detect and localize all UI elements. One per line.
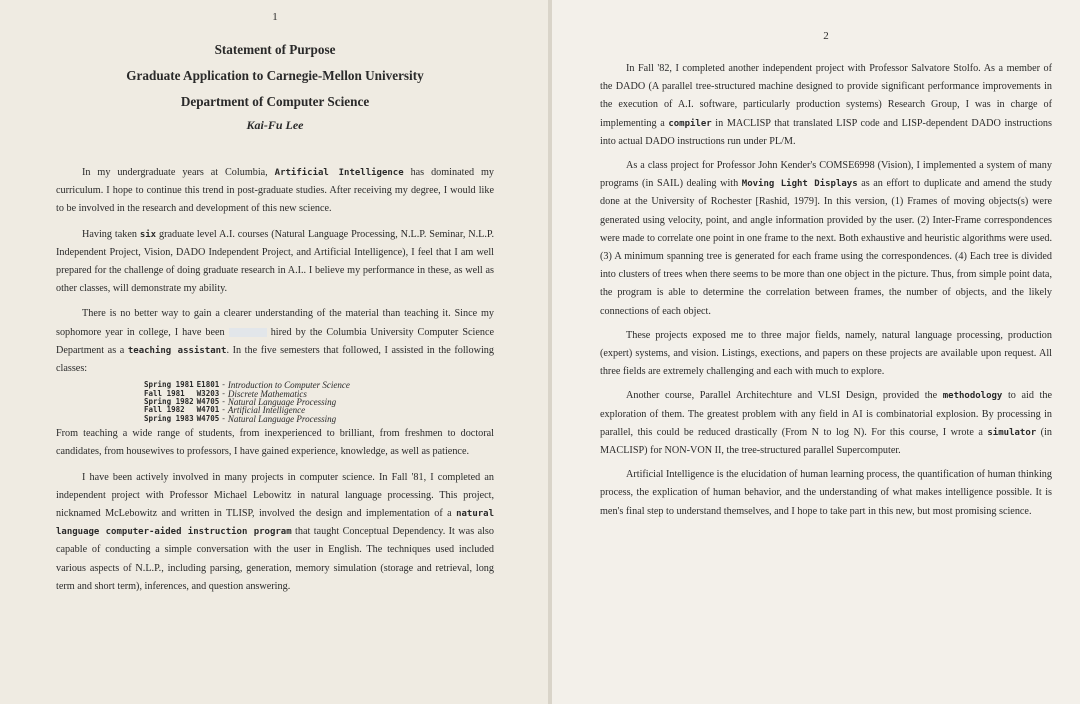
- paragraph-teaching-experience: From teaching a wide range of students, from inexperienced to brilliant, from freshmen to doctoral candidates, from housewives to professors, I have gained experience, knowledge, as well as patience.: [56, 428, 494, 458]
- course-row: Spring 1981 E1801 - Introduction to Computer Science: [144, 380, 350, 391]
- course-list: [144, 381, 353, 423]
- course-row: Spring 1983 W4705 - Natural Language Processing: [144, 413, 337, 424]
- paragraph-dado-project: In Fall '82, I completed another independent project with Professor Salvatore Stolfo. As a member of the DADO (A parallel tree-structured machine designed to provide significant performance improvements in the execution of A.I. software, particularly production systems) Research Group, I was in charge of implementing a compiler in MACLISP that translated LISP code and LISP-dependent DADO instructions into actual DADO instructions run under PL/M.: [600, 63, 1052, 147]
- page-number: 2: [823, 30, 829, 42]
- paragraph-ai-interest: In my undergraduate years at Columbia, Artificial Intelligence has dominated my curriculum. I hope to continue this trend in post-graduate studies. After receiving my degree, I would like to be involved in the research and development of this new science.: [56, 167, 494, 215]
- statement-title: Statement of Purpose: [214, 42, 336, 57]
- page-number: 1: [272, 11, 278, 23]
- redaction-mark: [229, 328, 267, 337]
- department-title: Department of Computer Science: [180, 94, 370, 109]
- course-row: Fall 1981 W3203 - Discrete Mathematics: [144, 388, 307, 399]
- paragraph-conclusion: Artificial Intelligence is the elucidation of human learning process, the quantification of human thinking process, the explication of human behavior, and the understanding of what makes intelligence possible. It is men's final step to understand themselves, and I hope to take part in this new, but most promising science.: [600, 469, 1052, 517]
- paragraph-parallel-course: Another course, Parallel Architechture and VLSI Design, provided the methodology to aid the exploration of them. The greatest problem with any field in AI is combinatorial explosion. By processing in parallel, this could be reduced drastically (From N to log N). For this course, I wrote a simulator (in MACLISP) for NON-VON II, the tree-structured parallel Supercomputer.: [600, 390, 1052, 457]
- paragraph-courses-taken: Having taken six graduate level A.I. courses (Natural Language Processing, N.L.P. Seminar, N.L.P. Independent Project, Vision, DADO Independent Project, and Artificial Intelligence), I feel that I am well prepared for the challenge of doing graduate research in A.I.. I believe my performance in these, as well as other classes, will demonstrate my ability.: [56, 228, 495, 295]
- course-row: Fall 1982 W4701 - Artificial Intelligence: [144, 405, 306, 416]
- paragraph-projects: I have been actively involved in many projects in computer science. In Fall '81, I completed an independent project with Professor Michael Lebowitz in natural language processing. This project, nicknamed McLebowitz and written in TLISP, involved the design and implementation of a natural language computer-aided instruction program that taught Conceptual Dependency. It was also capable of conducting a simple conversation with the user in English. The techniques used included various aspects of N.L.P., including parsing, generation, memory simulation (storage and retrieval, long term and short term), inferences, and question answering.: [56, 471, 494, 592]
- author-name: Kai-Fu Lee: [246, 118, 304, 132]
- paragraph-fields: These projects exposed me to three major fields, namely, natural language processing, production (expert) systems, and vision. Listings, exections, and papers on these projects are available upon request. All three fields are extremely challenging and each with much to explore.: [600, 329, 1052, 378]
- course-row: Spring 1982 W4705 - Natural Language Processing: [144, 397, 337, 408]
- paragraph-vision-project: As a class project for Professor John Kender's COMSE6998 (Vision), I implemented a system of many programs (in SAIL) dealing with Moving Light Displays as an effort to duplicate and amend the study done at the University of Rochester [Rashid, 1979]. In this version, (1) Frames of moving objects(s) were generated using velocity, point, and angle information provided by the user. (2) Inter-Frame correspondences were made to correlate one point in one frame to the next. Both exhaustive and heuristic algorithms were used. (3) A minimum spanning tree is generated for each frame using the correspondences. (4) Each tree is divided into clusters of trees when there seems to be more than one object in the picture. Thus, from simple point data, the program is able to determine the correlation between frames, the number of objects, and the likely connections of each object.: [600, 160, 1052, 317]
- page-2: [552, 0, 1080, 704]
- paragraph-teaching: There is no better way to gain a clearer understanding of the material than teaching it. Since my sophomore year in college, I have been hired by the Columbia University Computer Science Department as a teaching assistant. In the five semesters that followed, I assisted in the following classes:: [56, 308, 494, 375]
- application-title: Graduate Application to Carnegie-Mellon University: [126, 68, 424, 83]
